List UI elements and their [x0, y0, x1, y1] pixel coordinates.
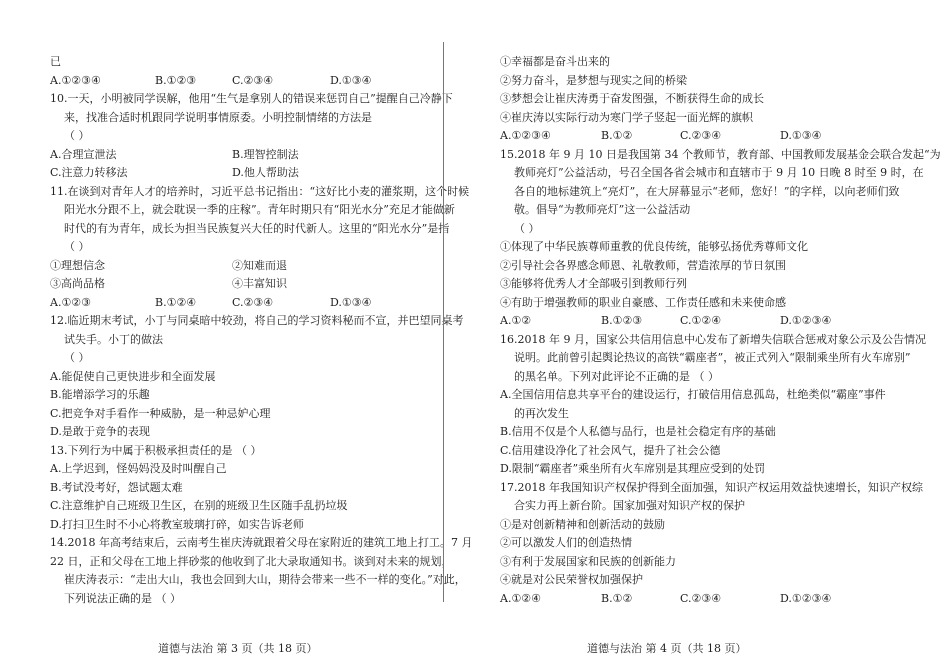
text-line: D.限制“霸座者”乘坐所有火车席别是其理应受到的处罚: [500, 462, 766, 475]
answer-option: A.①②: [500, 314, 532, 327]
text-line: ②努力奋斗，是梦想与现实之间的桥梁: [500, 73, 687, 87]
text-line: ④有助于增强教师的职业自豪感、工作责任感和未来使命感: [500, 295, 786, 309]
text-line: ④就是对公民荣誉权加强保护: [500, 573, 643, 586]
answer-option: ①理想信念: [50, 258, 105, 272]
page-4: [475, 0, 950, 671]
answer-option: B.①②: [601, 591, 633, 605]
text-line: D.是敢于竞争的表现: [50, 425, 150, 438]
answer-option: D.①②③④: [780, 591, 832, 605]
text-line: 10.一天，小明被同学误解，他用“生气是拿别人的错误来惩罚自己”提醒自己冷静下: [50, 92, 453, 105]
text-line: B.考试没考好，怨试题太难: [50, 480, 183, 494]
text-line: 阳光水分跟不上，就会耽误一季的庄稼”。青年时期只有“阳光水分”充足才能做新: [64, 203, 455, 216]
text-line: 的再次发生: [514, 406, 569, 420]
answer-option: D.①②③④: [780, 314, 832, 327]
answer-option: B.①②③: [601, 314, 643, 327]
text-line: 11.在谈到对青年人才的培养时，习近平总书记指出：“这好比小麦的灌浆期，这个时候: [50, 184, 470, 198]
text-line: 崔庆涛表示：“走出大山，我也会回到大山，期待会带来一些不一样的变化。”对此，: [64, 573, 466, 586]
text-line: 合实力再上新台阶。国家加强对知识产权的保护: [514, 499, 745, 512]
text-line: （ ）: [514, 221, 540, 235]
text-line: ①幸福都是奋斗出来的: [500, 55, 610, 68]
text-line: 16.2018 年 9 月，国家公共信用信息中心发布了新增失信联合惩戒对象公示及公告情况: [500, 332, 926, 346]
text-line: 说明。此前曾引起舆论热议的高铁“霸座者”，被正式列入“限制乘坐所有火车席别”: [514, 351, 911, 364]
text-line: C.注意维护自己班级卫生区，在别的班级卫生区随手乱扔垃圾: [50, 499, 348, 512]
answer-option: ③高尚品格: [50, 277, 105, 290]
answer-option: B.①②: [601, 129, 633, 142]
answer-option: B.①②③: [155, 73, 197, 87]
answer-option: B.①②④: [155, 295, 197, 309]
text-line: 来，找准合适时机跟同学说明事情原委。小明控制情绪的方法是: [64, 110, 372, 124]
text-line: （ ）: [64, 129, 90, 142]
text-line: A.上学迟到，怪妈妈没及时叫醒自己: [50, 462, 227, 475]
text-line: ③有利于发展国家和民族的创新能力: [500, 554, 676, 568]
text-line: ②引导社会各界感念师恩、礼敬教师，营造浓厚的节日氛围: [500, 258, 786, 272]
text-line: ④崔庆涛以实际行动为寒门学子竖起一面光辉的旗帜: [500, 110, 753, 124]
text-line: A.全国信用信息共享平台的建设运行，打破信用信息孤岛，杜绝类似“霸座”事件: [500, 388, 886, 401]
text-line: ③能够将优秀人才全部吸引到教师行列: [500, 277, 687, 290]
answer-option: C.②③④: [680, 129, 722, 142]
answer-option: C.注意力转移法: [50, 166, 128, 179]
text-line: 22 日，正和父母在工地上拌砂浆的他收到了北大录取通知书。谈到对未来的规划，: [50, 554, 453, 568]
text-line: 17.2018 年我国知识产权保护得到全面加强，知识产权运用效益快速增长，知识产权综: [500, 480, 923, 494]
answer-option: A.①②③④: [50, 73, 101, 87]
text-line: A.能促使自己更快进步和全面发展: [50, 369, 216, 383]
text-line: 试失手。小丁的做法: [64, 332, 163, 346]
answer-option: C.②③④: [680, 591, 722, 605]
text-line: B.能增添学习的乐趣: [50, 388, 150, 401]
text-line: 13.下列行为中属于积极承担责任的是 （ ）: [50, 443, 262, 457]
text-line: ①是对创新精神和创新活动的鼓励: [500, 517, 665, 531]
answer-option: D.①③④: [330, 295, 372, 309]
text-line: （ ）: [64, 351, 90, 364]
answer-option: A.合理宣泄法: [50, 147, 117, 161]
answer-option: ④丰富知识: [232, 277, 287, 290]
text-line: 12.临近期末考试，小丁与同桌暗中较劲，将自己的学习资料秘而不宣，并巴望同桌考: [50, 314, 464, 327]
answer-option: D.①③④: [330, 73, 372, 87]
answer-option: C.②③④: [232, 295, 274, 309]
answer-option: A.①②④: [500, 591, 542, 605]
text-line: （ ）: [64, 240, 90, 253]
text-line: 下列说法正确的是 （ ）: [64, 591, 181, 605]
answer-option: C.①②④: [680, 314, 722, 327]
answer-option: B.理智控制法: [232, 147, 299, 161]
answer-option: A.①②③: [50, 295, 92, 309]
answer-option: D.①③④: [780, 129, 822, 142]
text-line: D.打扫卫生时不小心将教室玻璃打碎，如实告诉老师: [50, 517, 304, 531]
text-line: ③梦想会让崔庆涛勇于奋发图强，不断获得生命的成长: [500, 92, 764, 105]
text-line: 敬。倡导“为教师亮灯”这一公益活动: [514, 203, 691, 216]
text-line: B.信用不仅是个人私德与品行，也是社会稳定有序的基础: [500, 425, 776, 438]
text-line: 各自的地标建筑上“亮灯”，在大屏幕显示“老师，您好！”的字样，以向老师们致: [514, 184, 900, 198]
answer-option: C.②③④: [232, 73, 274, 87]
text-line: 15.2018 年 9 月 10 日是我国第 34 个教师节，教育部、中国教师发展基金会联合发起“为: [500, 147, 941, 161]
text-line: 时代的有为青年，成长为担当民族复兴大任的时代新人。这里的“阳光水分”是指: [64, 221, 450, 235]
answer-option: A.①②③④: [500, 129, 551, 142]
text-line: 教师亮灯”公益活动，号召全国各省会城市和直辖市于 9 月 10 日晚 8 时至 9 时，在: [514, 166, 924, 179]
text-line: 的黑名单。下列对此评论不正确的是 （ ）: [514, 369, 719, 383]
answer-option: D.他人帮助法: [232, 166, 299, 179]
text-line: C.把竞争对手看作一种威胁，是一种忌妒心理: [50, 406, 271, 420]
page-footer: 道德与法治 第 3 页（共 18 页）: [158, 642, 318, 655]
text-line: 14.2018 年高考结束后，云南考生崔庆涛就跟着父母在家附近的建筑工地上打工。7 月: [50, 536, 473, 549]
text-line: C.信用建设净化了社会风气，提升了社会公德: [500, 443, 721, 457]
text-line: ②可以激发人们的创造热情: [500, 536, 632, 549]
column-divider: [443, 42, 444, 602]
page-footer: 道德与法治 第 4 页（共 18 页）: [587, 642, 747, 655]
text-line: 已: [50, 55, 61, 68]
answer-option: ②知难而退: [232, 258, 287, 272]
text-line: ①体现了中华民族尊师重教的优良传统，能够弘扬优秀尊师文化: [500, 240, 808, 253]
